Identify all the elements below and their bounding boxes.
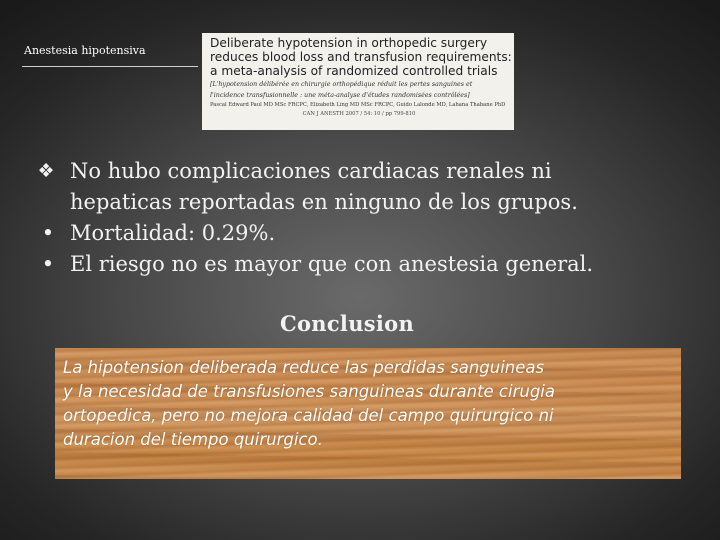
title-underline bbox=[22, 66, 198, 67]
slide-title: Anestesia hipotensiva bbox=[24, 44, 146, 57]
bullet-text-line: El riesgo no es mayor que con anestesia general. bbox=[70, 252, 594, 276]
paper-title-line: a meta-analysis of randomized controlled trials bbox=[210, 64, 498, 78]
paper-title-snippet bbox=[202, 33, 514, 130]
conclusion-text bbox=[63, 356, 673, 452]
conclusion-box bbox=[55, 348, 681, 479]
dot-bullet-icon: • bbox=[41, 252, 55, 276]
paper-citation: CAN J ANESTH 2007 / 54: 10 / pp 799-810 bbox=[302, 111, 416, 117]
bullet-text bbox=[70, 156, 700, 218]
bullet-text bbox=[70, 218, 700, 249]
paper-french-title-line: [L'hypotension délibérée en chirurgie orthopédique réduit les pertes sanguines et bbox=[210, 81, 473, 88]
conclusion-text-line: duracion del tiempo quirurgico. bbox=[63, 430, 323, 449]
conclusion-heading: Conclusion bbox=[279, 311, 415, 336]
diamond-bullet-icon: ❖ bbox=[37, 160, 55, 182]
conclusion-text-line: La hipotension deliberada reduce las perdidas sanguineas bbox=[63, 358, 545, 377]
paper-title-line: reduces blood loss and transfusion requirements: bbox=[210, 50, 512, 64]
paper-french-title-line: l'incidence transfusionnelle : une méta-analyse d'études randomisées contrôlées] bbox=[210, 92, 470, 99]
dot-bullet-icon: • bbox=[41, 221, 55, 245]
bullet-list bbox=[30, 156, 700, 280]
bullet-item bbox=[30, 156, 700, 218]
bullet-text-line: Mortalidad: 0.29%. bbox=[70, 221, 276, 245]
paper-french-title bbox=[210, 79, 508, 101]
paper-authors: Pascal Edward Paul MD MSc FRCPC, Elizabeth Ling MD MSc FRCPC, Guido Lalonde MD, Lahana Thabane PhD bbox=[210, 102, 506, 108]
paper-title bbox=[210, 36, 512, 78]
conclusion-text-line: ortopedica, pero no mejora calidad del campo quirurgico ni bbox=[63, 406, 554, 425]
bullet-text-line: hepaticas reportadas en ninguno de los grupos. bbox=[70, 190, 578, 214]
bullet-text bbox=[70, 249, 700, 280]
bullet-text-line: No hubo complicaciones cardiacas renales ni bbox=[70, 159, 552, 183]
bullet-item bbox=[30, 218, 700, 249]
conclusion-text-line: y la necesidad de transfusiones sanguineas durante cirugia bbox=[63, 382, 556, 401]
paper-title-line: Deliberate hypotension in orthopedic surgery bbox=[210, 36, 488, 50]
bullet-item bbox=[30, 249, 700, 280]
